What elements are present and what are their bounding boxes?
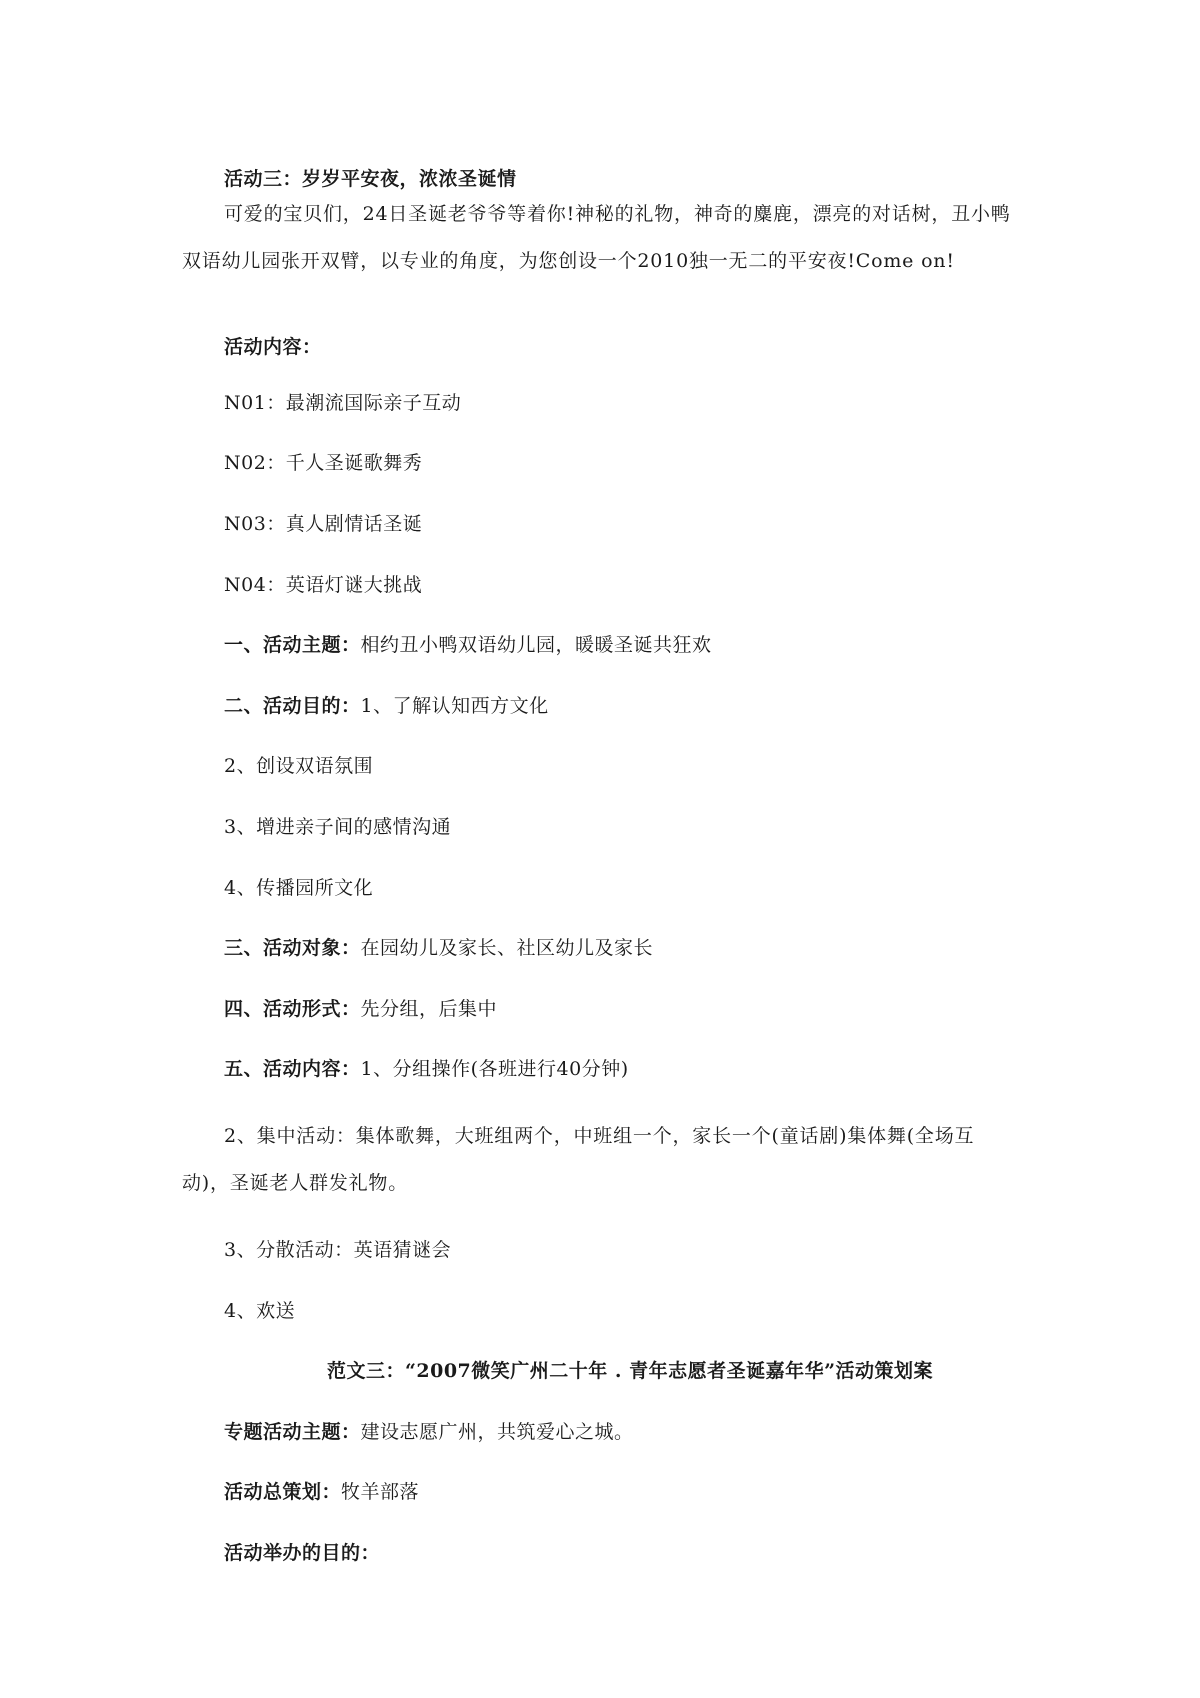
plan-theme-value: 相约丑小鸭双语幼儿园，暖暖圣诞共狂欢: [360, 634, 712, 656]
plan-form: [224, 995, 497, 1023]
sample3-planner-value: 牧羊部落: [341, 1481, 420, 1503]
plan-target-label: 三、活动对象：: [224, 937, 361, 959]
plan-purpose: [224, 692, 549, 720]
sample3-title: 范文三：“2007微笑广州二十年 . 青年志愿者圣诞嘉年华”活动策划案: [326, 1360, 934, 1382]
activity3-intro: 可爱的宝贝们，24日圣诞老爷爷等着你!神秘的礼物，神奇的麋鹿，漂亮的对话树，丑小鸭双语幼儿园张开双臂，以专业的角度，为您创设一个2010独一无二的平安夜!Come on!: [182, 203, 1011, 272]
activity-item: N03：真人剧情话圣诞: [224, 513, 423, 535]
plan-purpose-item: 3、增进亲子间的感情沟通: [224, 816, 452, 838]
sample3-planner: [224, 1478, 419, 1506]
activity3-content-heading: 活动内容：: [224, 336, 322, 358]
plan-target-value: 在园幼儿及家长、社区幼儿及家长: [360, 937, 654, 959]
activity-item: N04：英语灯谜大挑战: [224, 574, 423, 596]
plan-content-item: 3、分散活动：英语猜谜会: [224, 1239, 452, 1261]
plan-content-second: 2、集中活动：集体歌舞，大班组两个，中班组一个，家长一个(童话剧)集体舞(全场互动)，圣诞老人群发礼物。: [182, 1125, 975, 1194]
plan-theme-label: 一、活动主题：: [224, 634, 361, 656]
activity-item: N02：千人圣诞歌舞秀: [224, 452, 423, 474]
plan-form-label: 四、活动形式：: [224, 998, 361, 1020]
plan-target: [224, 934, 653, 962]
sample3-planner-label: 活动总策划：: [224, 1481, 342, 1503]
sample3-theme-value: 建设志愿广州，共筑爱心之城。: [360, 1421, 634, 1443]
activity-item: N01：最潮流国际亲子互动: [224, 392, 462, 414]
sample3-theme: [224, 1418, 634, 1446]
plan-theme: [224, 631, 712, 659]
plan-purpose-first: 1、了解认知西方文化: [360, 695, 549, 717]
plan-purpose-item: 2、创设双语氛围: [224, 755, 374, 777]
plan-content-first: 1、分组操作(各班进行40分钟): [360, 1058, 629, 1080]
plan-purpose-item: 4、传播园所文化: [224, 877, 374, 899]
sample3-theme-label: 专题活动主题：: [224, 1421, 361, 1443]
plan-content: [224, 1055, 629, 1083]
plan-content-item: 4、欢送: [224, 1300, 296, 1322]
sample3-purpose-heading: 活动举办的目的：: [224, 1542, 381, 1564]
plan-form-value: 先分组，后集中: [360, 998, 498, 1020]
activity3-title: 活动三：岁岁平安夜，浓浓圣诞情: [224, 168, 517, 190]
plan-content-label: 五、活动内容：: [224, 1058, 361, 1080]
plan-purpose-label: 二、活动目的：: [224, 695, 361, 717]
